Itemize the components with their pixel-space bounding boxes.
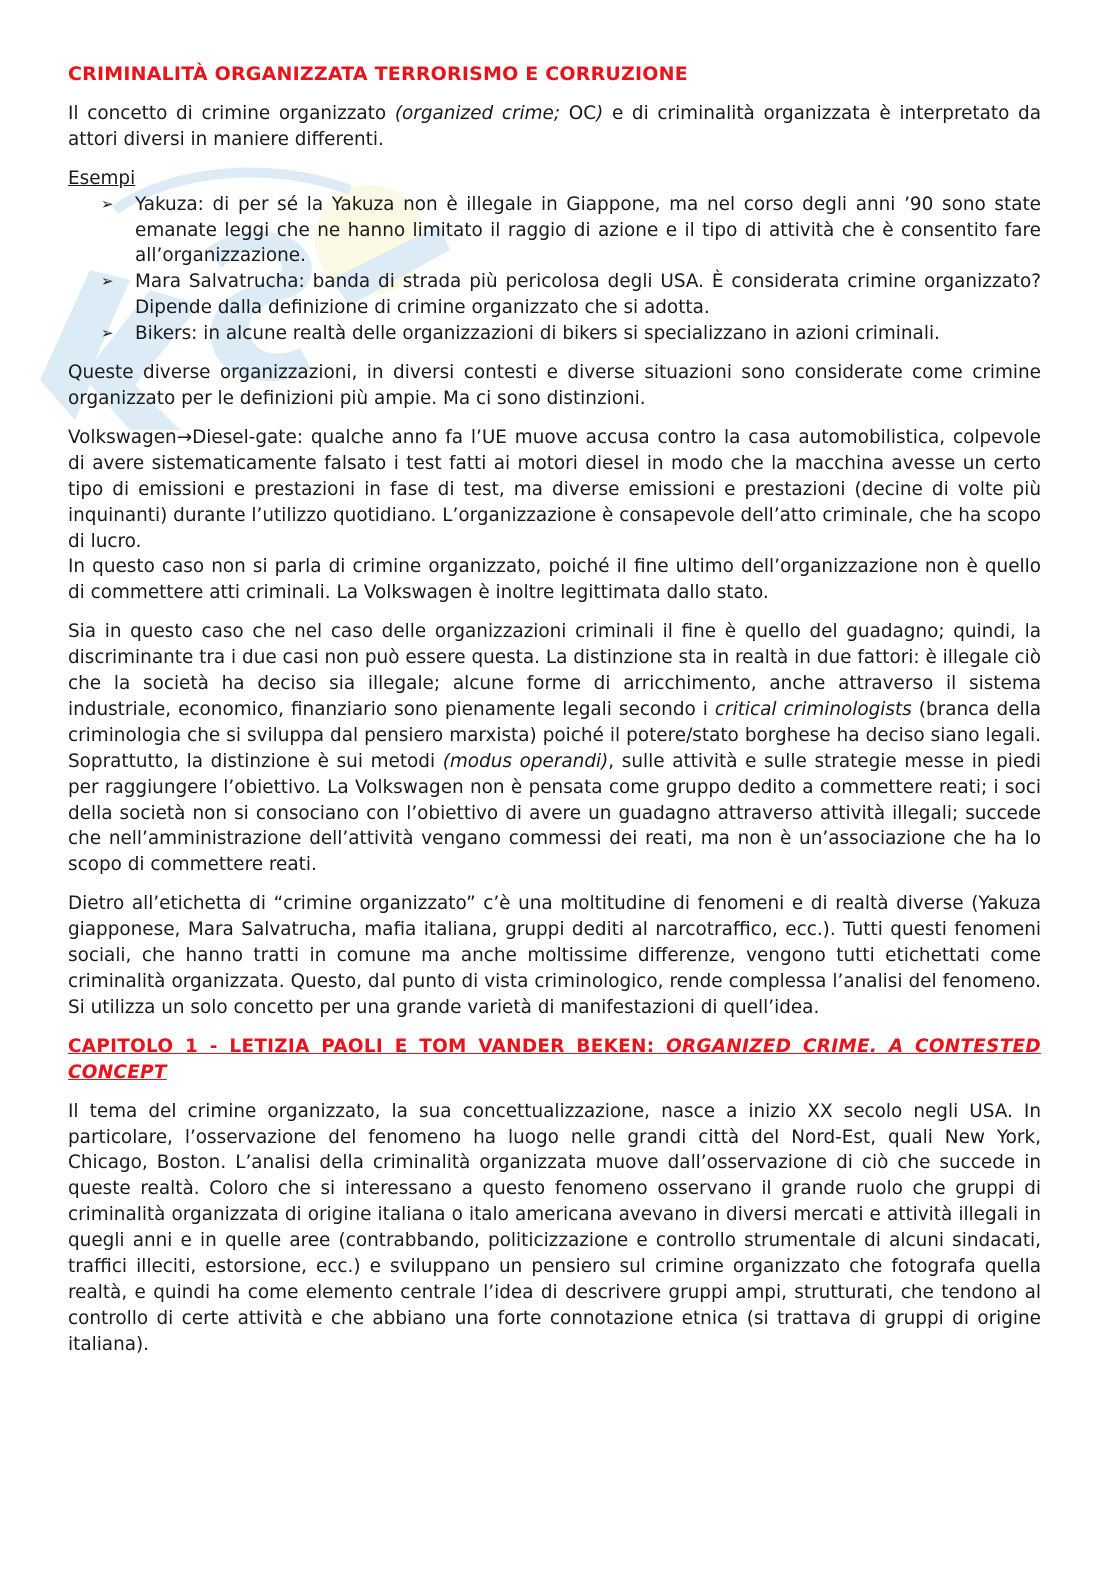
arrow-bullet-icon: ➢ (101, 272, 114, 291)
example-text: Mara Salvatrucha: banda di strada più pericolosa degli USA. È considerata crimine organizzato? Dipende dalla definizione di crimine organizzato che si adotta. (135, 271, 1041, 319)
intro-text-after: e di criminalità organizzata è interpretato da attori diversi in maniere differenti. (68, 102, 1041, 150)
volkswagen-conclusion-paragraph: In questo caso non si parla di crimine organizzato, poiché il fine ultimo dell’organizzazione non è quello di commettere atti criminali. La Volkswagen è inoltre legittimata dallo stato. (68, 556, 1041, 604)
intro-italic-term: (organized crime; (394, 102, 561, 124)
profit-text-1: Sia in questo caso che nel caso delle organizzazioni criminali il fine è quello del guadagno; quindi, la discriminante tra i due casi non può essere questa. La distinzione sta in realtà in due fattori: è illegale ciò che la società ha deciso sia illegale; alcune forme di arricchimento, anche attraverso il sistema industriale, economico, finanziario sono pienamente legali secondo i (68, 621, 1041, 720)
list-item (68, 269, 1041, 321)
chapter-heading (68, 1034, 1041, 1086)
chapter-heading-title: ORGANIZED CRIME. A CONTESTED CONCEPT (68, 1035, 1041, 1083)
list-item (68, 192, 1041, 270)
example-text: Yakuza: di per sé la Yakuza non è illegale in Giappone, ma nel corso degli anni ’90 sono state emanate leggi che ne hanno limitato il raggio di azione e il tipo di attività che è consentito fare all’organizzazione. (135, 193, 1041, 267)
profit-text-2: (branca della criminologia che si sviluppa dal pensiero marxista) poiché il potere/stato borghese ha deciso siano legali. Soprattutto, la distinzione è sui metodi (68, 698, 1042, 772)
document-page (68, 62, 1041, 1371)
list-item (68, 321, 1041, 347)
intro-italic-close: ) (596, 102, 604, 124)
document-title: CRIMINALITÀ ORGANIZZATA TERRORISMO E CORRUZIONE (68, 63, 688, 85)
profit-paragraph (68, 619, 1041, 878)
history-paragraph: Il tema del crimine organizzato, la sua concettualizzazione, nasce a inizio XX secolo negli USA. In particolare, l’osservazione del fenomeno ha luogo nelle grandi città del Nord-Est, quali New York, Chicago, Boston. L’analisi della criminalità organizzata muove dall’osservazione di ciò che succede in queste realtà. Coloro che si interessano a questo fenomeno osservano il grande ruolo che gruppi di criminalità organizzata di origine italiana o italo americana avevano in diversi mercati e attività illegali in quegli anni e in quelle aree (contrabbando, politicizzazione e controllo strumentale di alcuni sindacati, traffici illeciti, estorsione, ecc.) e sviluppano un pensiero sul crimine organizzato che fotografa quella realtà, e quindi ha come elemento centrale l’idea di descrivere gruppi ampi, strutturati, che tendono al controllo di certe attività e che abbiano una forte connotazione etnica (si trattava di gruppi di origine italiana). (68, 1100, 1041, 1355)
volkswagen-paragraph: Volkswagen→Diesel-gate: qualche anno fa l’UE muove accusa contro la casa automobilistica, colpevole di avere sistematicamente falsato i test fatti ai motori diesel in modo che la macchina avesse un certo tipo di emissioni e prestazioni in fase di test, ma diverse emissioni e prestazioni (decine di volte più inquinanti) durante l’utilizzo quotidiano. L’organizzazione è consapevole dell’atto criminale, che ha scopo di lucro. (68, 426, 1041, 552)
intro-text-before: Il concetto di crimine organizzato (68, 102, 395, 124)
arrow-bullet-icon: ➢ (101, 194, 114, 213)
label-paragraph: Dietro all’etichetta di “crimine organizzato” c’è una moltitudine di fenomeni e di realtà diverse (Yakuza giapponese, Mara Salvatrucha, mafia italiana, gruppi dediti al narcotraffico, ecc.). Tutti questi fenomeni sociali, che hanno tratti in comune ma anche moltissime differenze, vengono tutti etichettati come criminalità organizzata. Questo, dal punto di vista criminologico, rende complessa l’analisi del fenomeno. Si utilizza un solo concetto per una grande varietà di manifestazioni di quell’idea. (68, 893, 1041, 1018)
examples-list (68, 192, 1041, 347)
profit-italic-2: (modus operandi) (442, 750, 609, 772)
chapter-heading-prefix: CAPITOLO 1 - LETIZIA PAOLI E TOM VANDER BEKEN: (68, 1035, 667, 1057)
intro-abbreviation: OC (560, 102, 597, 124)
profit-italic-1: critical criminologists (714, 698, 912, 720)
intro-paragraph (68, 101, 1041, 153)
definitions-paragraph: Queste diverse organizzazioni, in diversi contesti e diverse situazioni sono considerate come crimine organizzato per le definizioni più ampie. Ma ci sono distinzioni. (68, 362, 1041, 409)
arrow-bullet-icon: ➢ (101, 324, 114, 343)
profit-text-3: , sulle attività e sulle strategie messe in piedi per raggiungere l’obiettivo. La Volkswagen non è pensata come gruppo dedito a commettere reati; i soci della società non si consociano con l’obiettivo di avere un guadagno attraverso attività illegali; succede che nell’amministrazione dell’attività vengano commessi dei reati, ma non è un’associazione che ha lo scopo di commettere reati. (68, 750, 1041, 876)
example-text: Bikers: in alcune realtà delle organizzazioni di bikers si specializzano in azioni criminali. (135, 323, 940, 345)
examples-label: Esempi (68, 167, 136, 189)
